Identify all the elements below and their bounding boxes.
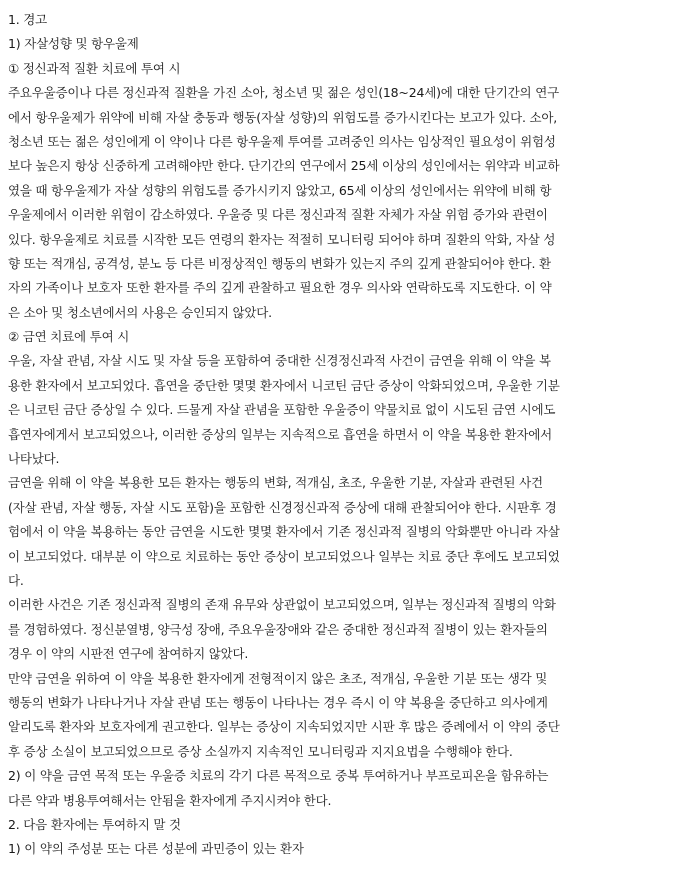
text-line: ② 금연 치료에 투여 시 bbox=[8, 329, 130, 345]
text-line: 1) 자살성향 및 항우울제 bbox=[8, 36, 139, 52]
text-line: 에서 항우울제가 위약에 비해 자살 충동과 행동(자살 성향)의 위험도를 증가시킨다는 보고가 있다. 소아, bbox=[8, 109, 558, 125]
text-line: 청소년 또는 젊은 성인에게 이 약이나 다른 항우울제 투여를 고려중인 의사는 임상적인 필요성이 위험성 bbox=[8, 133, 556, 149]
text-line: 나타났다. bbox=[8, 451, 60, 467]
text-line: 행동의 변화가 나타나거나 자살 관념 또는 행동이 나타나는 경우 즉시 이 약 복용을 중단하고 의사에게 bbox=[8, 694, 548, 710]
text-line: 우울제에서 이러한 위험이 감소하였다. 우울증 및 다른 정신과적 질환 자체가 자살 위험 증가와 관련이 bbox=[8, 207, 548, 223]
text-line: 주요우울증이나 다른 정신과적 질환을 가진 소아, 청소년 및 젊은 성인(18~24세)에 대한 단기간의 연구 bbox=[8, 85, 559, 101]
text-line: 였을 때 항우울제가 자살 성향의 위험도를 증가시키지 않았고, 65세 이상의 성인에서는 위약에 비해 항 bbox=[8, 182, 552, 198]
text-line: 후 증상 소실이 보고되었으므로 증상 소실까지 지속적인 모니터링과 지지요법을 수행해야 한다. bbox=[8, 743, 513, 759]
text-line: 이 보고되었다. 대부분 이 약으로 치료하는 동안 증상이 보고되었으나 일부는 치료 중단 후에도 보고되었 bbox=[8, 548, 560, 564]
text-line: 있다. 항우울제로 치료를 시작한 모든 연령의 환자는 적절히 모니터링 되어야 하며 질환의 악화, 자살 성 bbox=[8, 231, 556, 247]
text-line: 보다 높은지 항상 신중하게 고려해야만 한다. 단기간의 연구에서 25세 이상의 성인에서는 위약과 비교하 bbox=[8, 158, 560, 174]
text-line: 은 소아 및 청소년에서의 사용은 승인되지 않았다. bbox=[8, 304, 272, 320]
text-line: 1) 이 약의 주성분 또는 다른 성분에 과민증이 있는 환자 bbox=[8, 841, 304, 857]
text-line: 우울, 자살 관념, 자살 시도 및 자살 등을 포함하여 중대한 신경정신과적 사건이 금연을 위해 이 약을 복 bbox=[8, 353, 551, 369]
text-line: 흡연자에게서 보고되었으나, 이러한 증상의 일부는 지속적으로 흡연을 하면서 이 약을 복용한 환자에서 bbox=[8, 426, 553, 442]
text-line: 금연을 위해 이 약을 복용한 모든 환자는 행동의 변화, 적개심, 초조, 우울한 기분, 자살과 관련된 사건 bbox=[8, 475, 543, 491]
text-line: 만약 금연을 위하여 이 약을 복용한 환자에게 전형적이지 않은 초조, 적개심, 우울한 기분 또는 생각 및 bbox=[8, 670, 548, 686]
text-line: 용한 환자에서 보고되었다. 흡연을 중단한 몇몇 환자에서 니코틴 금단 증상이 악화되었으며, 우울한 기분 bbox=[8, 377, 560, 393]
text-line: 1. 경고 bbox=[8, 12, 48, 27]
text-line: 험에서 이 약을 복용하는 동안 금연을 시도한 몇몇 환자에서 기존 정신과적 질병의 악화뿐만 아니라 자살 bbox=[8, 524, 560, 540]
text-line: 알리도록 환자와 보호자에게 권고한다. 일부는 증상이 지속되었지만 시판 후 많은 증례에서 이 약의 중단 bbox=[8, 719, 560, 735]
text-line: 향 또는 적개심, 공격성, 분노 등 다른 비정상적인 행동의 변화가 있는지 주의 깊게 관찰되어야 한다. 환 bbox=[8, 255, 551, 271]
text-line: 이러한 사건은 기존 정신과적 질병의 존재 유무와 상관없이 보고되었으며, 일부는 정신과적 질병의 악화 bbox=[8, 597, 556, 613]
text-line: 경우 이 약의 시판전 연구에 참여하지 않았다. bbox=[8, 646, 249, 662]
text-line: 은 니코틴 금단 증상일 수 있다. 드물게 자살 관념을 포함한 우울증이 약물치료 없이 시도된 금연 시에도 bbox=[8, 402, 556, 418]
text-line: 2) 이 약을 금연 목적 또는 우울증 치료의 각기 다른 목적으로 중복 투여하거나 부프로피온을 함유하는 bbox=[8, 768, 549, 784]
text-line: (자살 관념, 자살 행동, 자살 시도 포함)을 포함한 신경정신과적 증상에 대해 관찰되어야 한다. 시판후 경 bbox=[8, 499, 557, 515]
text-line: ① 정신과적 질환 치료에 투여 시 bbox=[8, 60, 181, 76]
text-line: 다. bbox=[8, 572, 24, 588]
text-line: 2. 다음 환자에는 투여하지 말 것 bbox=[8, 816, 181, 832]
text-line: 다른 약과 병용투여해서는 안됨을 환자에게 주지시켜야 한다. bbox=[8, 792, 332, 808]
text-line: 자의 가족이나 보호자 또한 환자를 주의 깊게 관찰하고 필요한 경우 의사와 연락하도록 지도한다. 이 약 bbox=[8, 280, 552, 296]
text-line: 를 경험하였다. 정신분열병, 양극성 장애, 주요우울장애와 같은 중대한 정신과적 질병이 있는 환자들의 bbox=[8, 621, 548, 637]
